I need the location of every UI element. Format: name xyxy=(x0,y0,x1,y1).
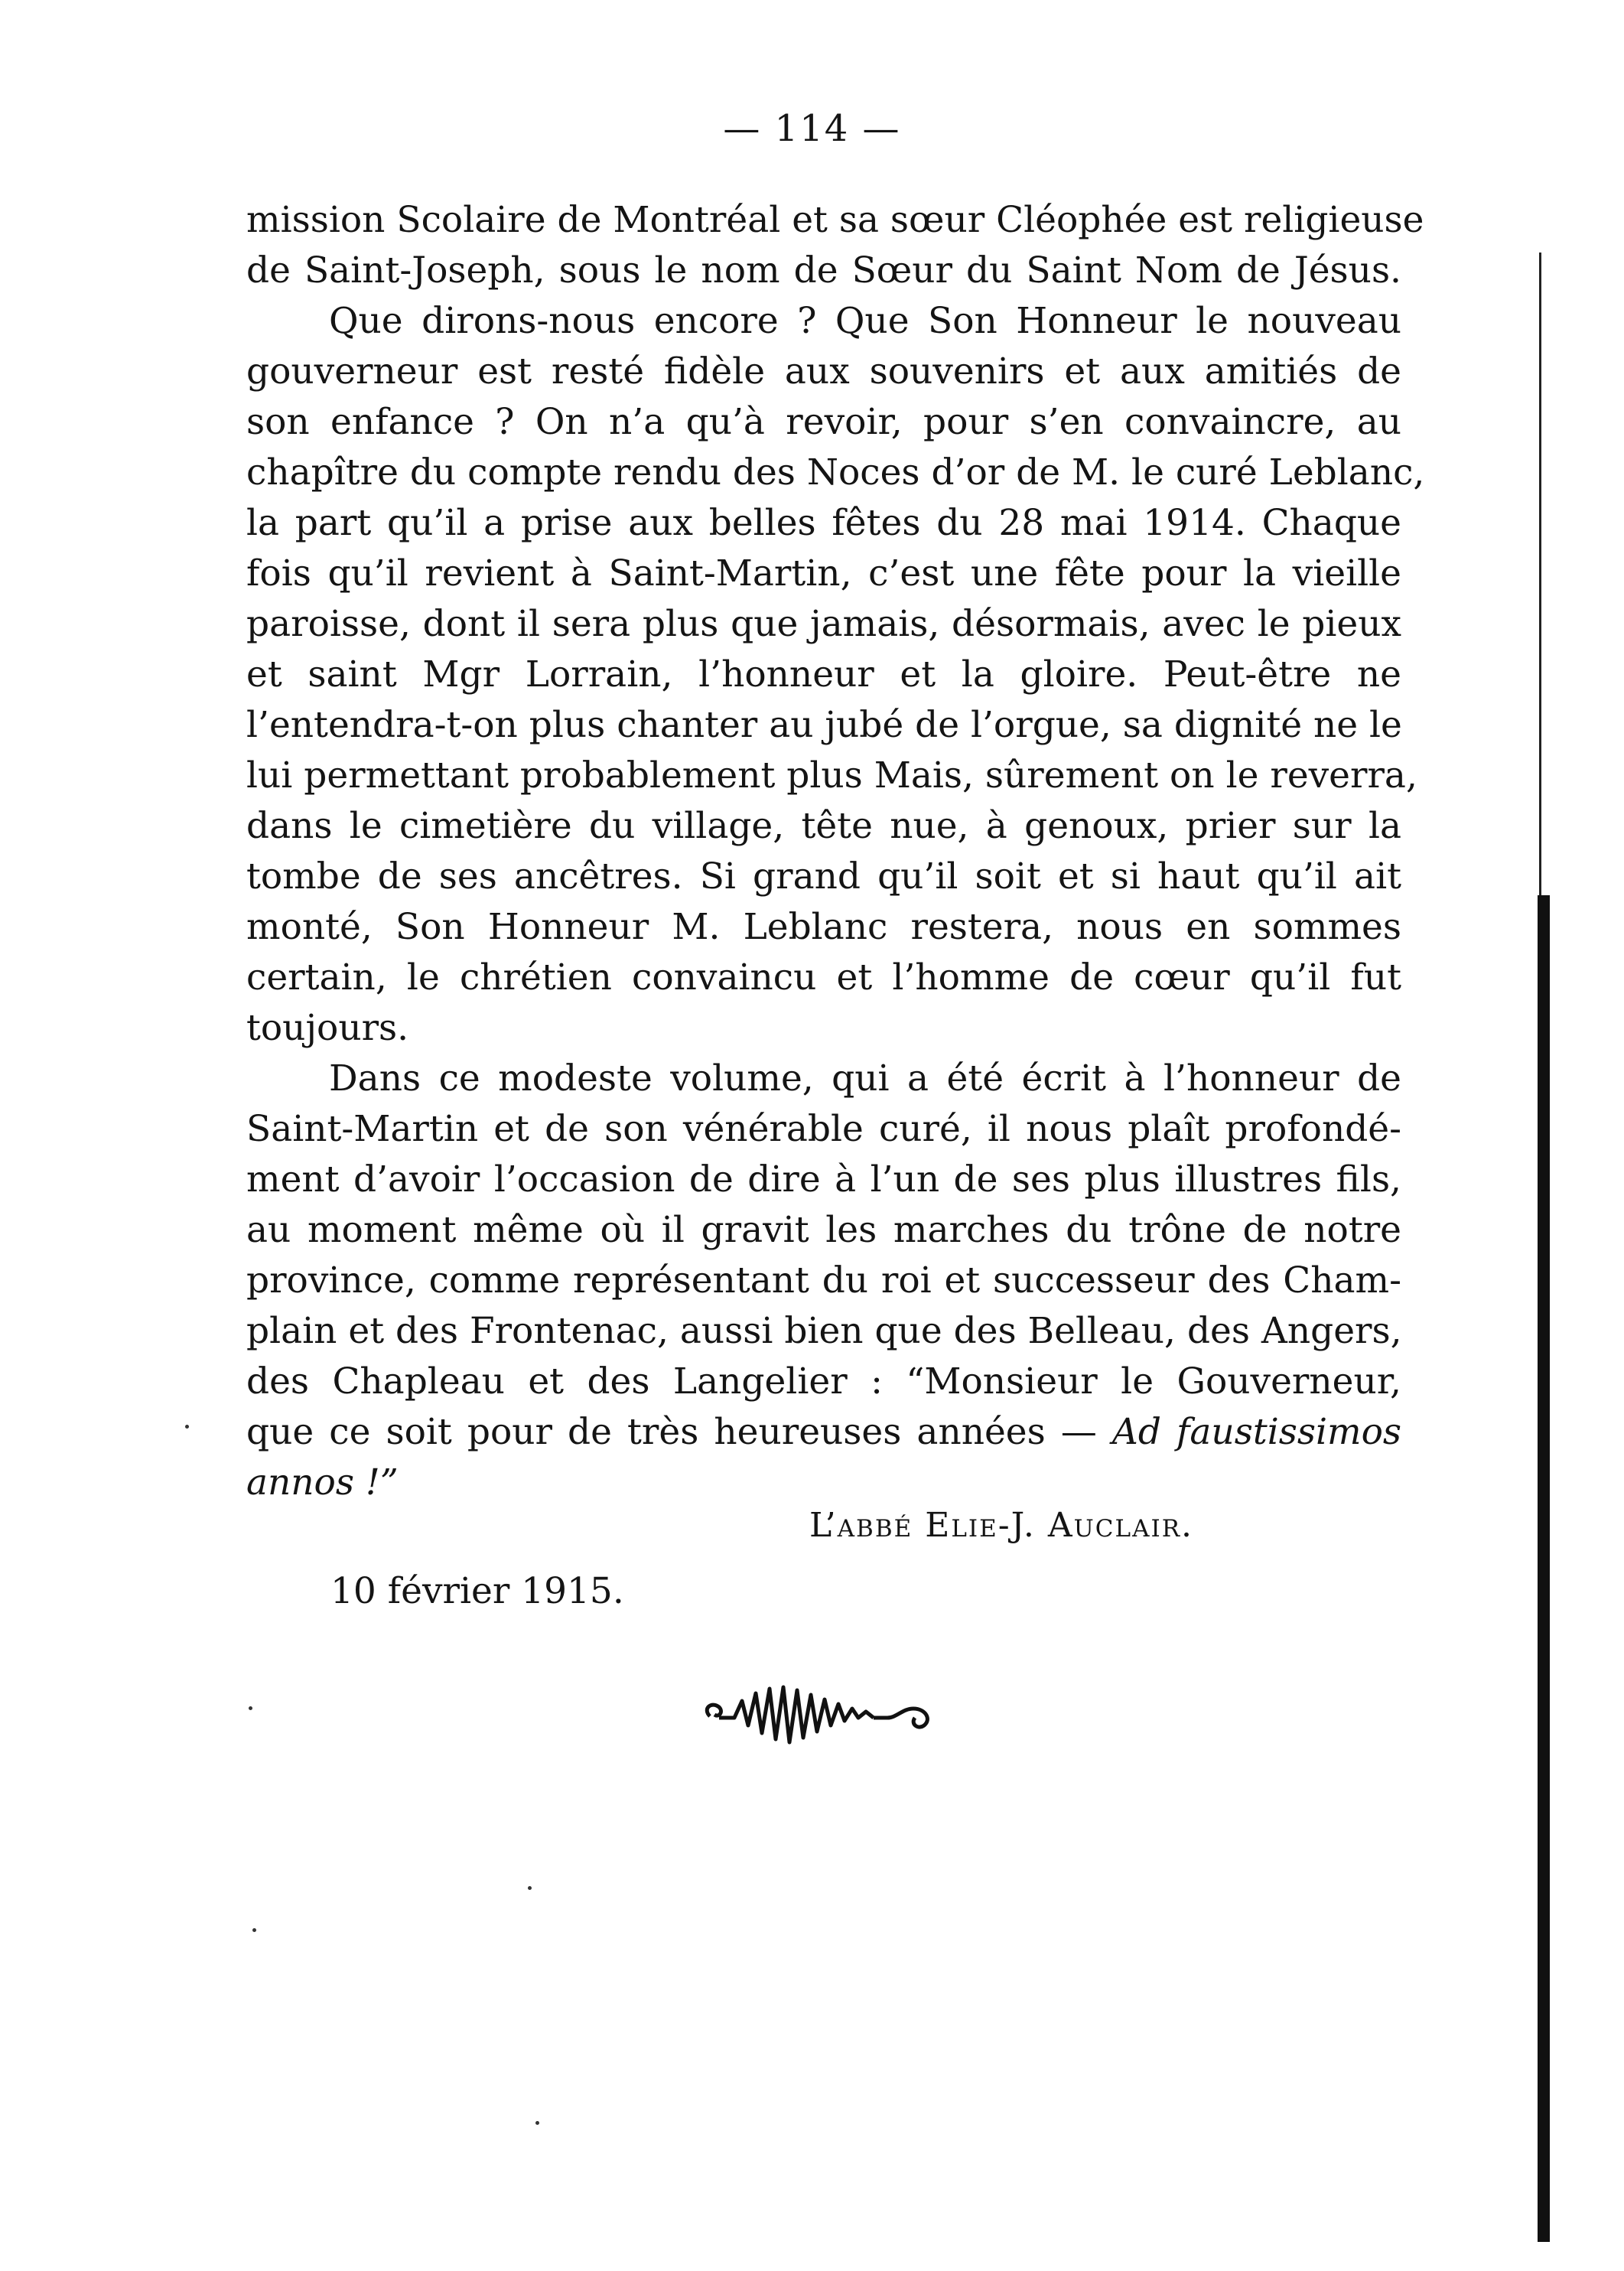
text-line: Saint-Martin et de son vénérable curé, il nous plaît profondé- xyxy=(246,1108,1401,1150)
scan-speck xyxy=(249,1706,252,1710)
text-line: gouverneur est resté fidèle aux souvenirs et aux amitiés de xyxy=(246,350,1401,393)
tailpiece-ornament xyxy=(696,1672,949,1756)
scan-speck xyxy=(252,1928,256,1932)
text-line: et saint Mgr Lorrain, l’honneur et la gloire. Peut-être ne xyxy=(246,653,1401,696)
paragraph-end-line: toujours. xyxy=(246,1007,409,1049)
text-line: au moment même où il gravit les marches du trône de notre xyxy=(246,1209,1401,1251)
text-line: de Saint-Joseph, sous le nom de Sœur du Saint Nom de Jésus. xyxy=(246,249,1401,292)
text-line: paroisse, dont il sera plus que jamais, désormais, avec le pieux xyxy=(246,603,1401,645)
text-line: lui permettant probablement plus Mais, sûrement on le reverra, xyxy=(246,754,1417,797)
scan-edge-bar xyxy=(1538,895,1550,2242)
text-line: tombe de ses ancêtres. Si grand qu’il soit et si haut qu’il ait xyxy=(246,855,1401,898)
paragraph-start-line: Que dirons-nous encore ? Que Son Honneur le nouveau xyxy=(329,300,1401,342)
text-line: chapître du compte rendu des Noces d’or de M. le curé Leblanc, xyxy=(246,451,1425,494)
page-number: — 114 — xyxy=(723,107,901,150)
date-line: 10 février 1915. xyxy=(330,1570,624,1612)
text-segment: que ce soit pour de très heureuses années — xyxy=(246,1411,1097,1453)
text-line: plain et des Frontenac, aussi bien que des Belleau, des Angers, xyxy=(246,1310,1402,1352)
author-signature: L’abbé Elie-J. Auclair. xyxy=(809,1506,1194,1545)
text-line: province, comme représentant du roi et successeur des Cham- xyxy=(246,1259,1401,1302)
text-line: l’entendra-t-on plus chanter au jubé de l’orgue, sa dignité ne le xyxy=(246,704,1402,746)
body-text xyxy=(246,195,1425,1508)
scan-speck xyxy=(535,2121,539,2125)
text-line: ment d’avoir l’occasion de dire à l’un de ses plus illustres fils, xyxy=(246,1158,1401,1201)
text-line: mission Scolaire de Montréal et sa sœur Cléophée est religieuse xyxy=(246,199,1424,241)
text-line: dans le cimetière du village, tête nue, à genoux, prier sur la xyxy=(246,805,1401,847)
text-line: des Chapleau et des Langelier : “Monsieur le Gouverneur, xyxy=(246,1360,1401,1403)
text-line-with-italic xyxy=(246,1407,1401,1458)
scan-speck xyxy=(185,1425,189,1429)
text-line: certain, le chrétien convaincu et l’homme de cœur qu’il fut xyxy=(246,956,1401,999)
paragraph-end-line: annos !” xyxy=(246,1461,399,1504)
scan-speck xyxy=(528,1886,532,1890)
text-line: monté, Son Honneur M. Leblanc restera, nous en sommes xyxy=(246,906,1401,948)
text-line: fois qu’il revient à Saint-Martin, c’est une fête pour la vieille xyxy=(246,552,1401,595)
italic-latin-phrase: Ad faustissimos xyxy=(1111,1411,1401,1453)
scan-edge-line xyxy=(1539,253,1541,895)
text-line: la part qu’il a prise aux belles fêtes du 28 mai 1914. Chaque xyxy=(246,502,1401,544)
paragraph-start-line: Dans ce modeste volume, qui a été écrit à l’honneur de xyxy=(329,1057,1401,1100)
text-line: son enfance ? On n’a qu’à revoir, pour s’en convaincre, au xyxy=(246,401,1401,443)
